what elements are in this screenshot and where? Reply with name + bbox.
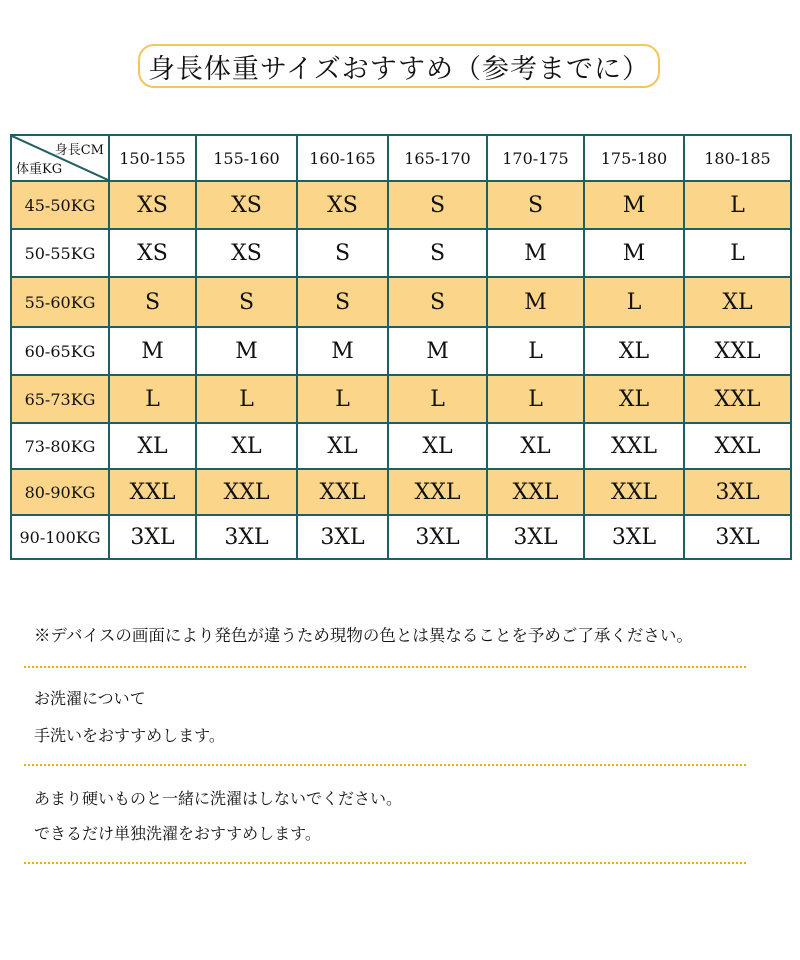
size-cell: XXL <box>487 469 584 515</box>
size-cell: XL <box>584 327 684 375</box>
height-header: 175-180 <box>584 135 684 181</box>
height-header: 180-185 <box>684 135 791 181</box>
height-axis-label: 身長CM <box>54 143 104 158</box>
size-cell: S <box>388 277 487 327</box>
table-row <box>11 423 791 469</box>
size-cell: L <box>109 375 196 423</box>
table-row <box>11 277 791 327</box>
size-cell: XL <box>684 277 791 327</box>
size-cell: XXL <box>196 469 297 515</box>
size-cell: 3XL <box>297 515 388 559</box>
size-cell: XS <box>109 181 196 229</box>
weight-cell: 65-73KG <box>11 375 109 423</box>
size-cell: M <box>584 229 684 277</box>
size-cell: XL <box>584 375 684 423</box>
size-cell: XXL <box>297 469 388 515</box>
weight-cell: 90-100KG <box>11 515 109 559</box>
table-row <box>11 327 791 375</box>
size-cell: M <box>584 181 684 229</box>
dotted-divider <box>24 862 746 864</box>
corner-cell <box>11 135 109 181</box>
size-cell: XXL <box>684 327 791 375</box>
size-cell: M <box>109 327 196 375</box>
weight-axis-label: 体重KG <box>16 162 63 177</box>
weight-cell: 55-60KG <box>11 277 109 327</box>
size-cell: M <box>388 327 487 375</box>
height-header: 170-175 <box>487 135 584 181</box>
size-cell: XL <box>109 423 196 469</box>
size-cell: L <box>684 181 791 229</box>
size-cell: 3XL <box>109 515 196 559</box>
size-cell: L <box>487 327 584 375</box>
dotted-divider <box>24 764 746 766</box>
table-row <box>11 515 791 559</box>
size-cell: 3XL <box>684 515 791 559</box>
height-header: 150-155 <box>109 135 196 181</box>
size-cell: 3XL <box>388 515 487 559</box>
washing-instruction: 手洗いをおすすめします。 <box>34 726 225 745</box>
size-cell: S <box>487 181 584 229</box>
size-cell: M <box>297 327 388 375</box>
size-cell: S <box>297 229 388 277</box>
size-cell: XXL <box>684 375 791 423</box>
size-cell: XS <box>109 229 196 277</box>
washing-instruction: できるだけ単独洗濯をおすすめします。 <box>34 824 321 843</box>
color-disclaimer: ※デバイスの画面により発色が違うため現物の色とは異なることを予めご了承ください。 <box>34 626 693 645</box>
height-header: 160-165 <box>297 135 388 181</box>
size-cell: XL <box>196 423 297 469</box>
size-cell: M <box>487 277 584 327</box>
washing-instruction: あまり硬いものと一緒に洗濯はしないでください。 <box>34 789 403 808</box>
header-row <box>11 135 791 181</box>
size-cell: XXL <box>109 469 196 515</box>
size-cell: S <box>297 277 388 327</box>
size-cell: 3XL <box>584 515 684 559</box>
table-row <box>11 469 791 515</box>
weight-cell: 80-90KG <box>11 469 109 515</box>
height-header: 165-170 <box>388 135 487 181</box>
washing-heading: お洗濯について <box>34 689 146 708</box>
table-row <box>11 181 791 229</box>
size-cell: XL <box>388 423 487 469</box>
size-cell: L <box>487 375 584 423</box>
table-row <box>11 229 791 277</box>
weight-cell: 73-80KG <box>11 423 109 469</box>
size-cell: L <box>297 375 388 423</box>
size-cell: XXL <box>684 423 791 469</box>
size-cell: S <box>388 229 487 277</box>
weight-cell: 50-55KG <box>11 229 109 277</box>
height-header: 155-160 <box>196 135 297 181</box>
size-cell: S <box>388 181 487 229</box>
size-cell: L <box>388 375 487 423</box>
size-cell: L <box>584 277 684 327</box>
page-title: 身長体重サイズおすすめ（参考までに） <box>138 44 660 88</box>
size-cell: 3XL <box>196 515 297 559</box>
size-cell: L <box>684 229 791 277</box>
weight-cell: 45-50KG <box>11 181 109 229</box>
size-cell: S <box>109 277 196 327</box>
size-cell: XXL <box>388 469 487 515</box>
dotted-divider <box>24 666 746 668</box>
size-cell: 3XL <box>684 469 791 515</box>
size-chart-table <box>10 134 792 560</box>
size-cell: M <box>196 327 297 375</box>
size-cell: XXL <box>584 469 684 515</box>
weight-cell: 60-65KG <box>11 327 109 375</box>
size-cell: XS <box>196 181 297 229</box>
size-cell: L <box>196 375 297 423</box>
size-cell: XS <box>196 229 297 277</box>
size-cell: S <box>196 277 297 327</box>
size-cell: XL <box>487 423 584 469</box>
size-cell: XL <box>297 423 388 469</box>
size-cell: XS <box>297 181 388 229</box>
size-cell: XXL <box>584 423 684 469</box>
table-row <box>11 375 791 423</box>
size-cell: M <box>487 229 584 277</box>
size-cell: 3XL <box>487 515 584 559</box>
